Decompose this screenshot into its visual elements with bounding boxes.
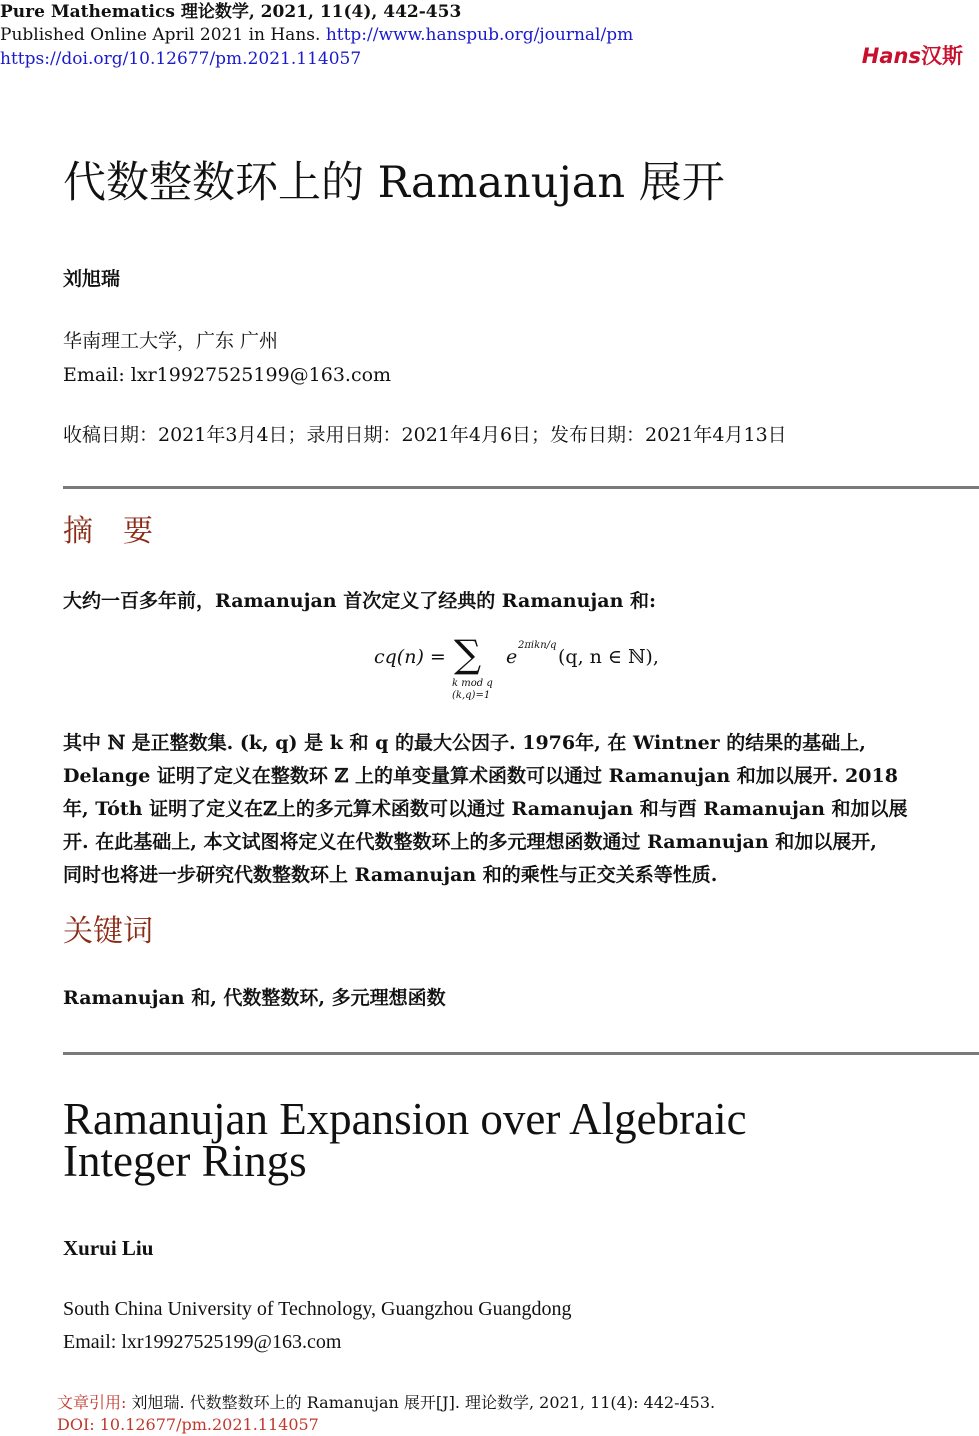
abstract-line-2: Delange 证明了定义在整数环 ℤ 上的单变量算术函数可以通过 Ramanujan 和加以展开. 2018 bbox=[63, 765, 898, 787]
en-affiliation: South China University of Technology, Guangzhou Guangdong bbox=[63, 1298, 572, 1320]
zh-title: 代数整数环上的 Ramanujan 展开 bbox=[63, 158, 725, 208]
formula-tail: (q, n ∈ ℕ), bbox=[558, 646, 659, 668]
abstract-body bbox=[63, 727, 965, 892]
published-line bbox=[0, 23, 633, 47]
abstract-line-5: 同时也将进一步研究代数整数环上 Ramanujan 和的乘性与正交关系等性质. bbox=[63, 864, 718, 886]
logo-cn: 汉斯 bbox=[921, 44, 963, 68]
citation-doi[interactable]: DOI: 10.12677/pm.2021.114057 bbox=[57, 1415, 319, 1434]
formula-sum-sign: ∑ bbox=[454, 632, 482, 676]
doi-url-link[interactable]: https://doi.org/10.12677/pm.2021.114057 bbox=[0, 49, 362, 69]
zh-email: Email: lxr19927525199@163.com bbox=[63, 364, 392, 386]
published-prefix: Published Online April 2021 in Hans. bbox=[0, 25, 321, 45]
abstract-line-3: 年, Tóth 证明了定义在ℤ上的多元算术函数可以通过 Ramanujan 和与酉 Ramanujan 和加以展 bbox=[63, 798, 908, 820]
formula-base: e bbox=[506, 646, 518, 668]
zh-author: 刘旭瑞 bbox=[63, 268, 121, 290]
en-title bbox=[63, 1094, 747, 1186]
ramanujan-sum-formula bbox=[370, 632, 690, 712]
en-email: Email: lxr19927525199@163.com bbox=[63, 1331, 342, 1353]
zh-dates: 收稿日期：2021年3月4日；录用日期：2021年4月6日；发布日期：2021年4月13日 bbox=[63, 424, 787, 446]
divider-top bbox=[63, 486, 979, 489]
en-author: Xurui Liu bbox=[63, 1236, 154, 1260]
abstract-intro: 大约一百多年前，Ramanujan 首次定义了经典的 Ramanujan 和: bbox=[63, 590, 657, 612]
keywords-text: Ramanujan 和, 代数整数环, 多元理想函数 bbox=[63, 987, 446, 1009]
citation-line bbox=[57, 1392, 715, 1414]
en-title-line-2: Integer Rings bbox=[63, 1136, 307, 1186]
zh-affiliation: 华南理工大学，广东 广州 bbox=[63, 330, 279, 352]
logo-latin: Hans bbox=[861, 44, 921, 68]
citation-text: 刘旭瑞. 代数整数环上的 Ramanujan 展开[J]. 理论数学, 2021, 11(4): 442-453. bbox=[131, 1393, 716, 1412]
abstract-line-4: 开. 在此基础上, 本文试图将定义在代数整数环上的多元理想函数通过 Ramanujan 和加以展开, bbox=[63, 831, 877, 853]
citation-label: 文章引用: bbox=[57, 1393, 127, 1412]
hans-logo bbox=[862, 40, 963, 70]
en-title-line-1: Ramanujan Expansion over Algebraic bbox=[63, 1094, 747, 1144]
abstract-line-1: 其中 ℕ 是正整数集. (k, q) 是 k 和 q 的最大公因子. 1976年, 在 Wintner 的结果的基础上, bbox=[63, 732, 866, 754]
journal-line: Pure Mathematics 理论数学, 2021, 11(4), 442-453 bbox=[0, 2, 462, 22]
abstract-heading: 摘 要 bbox=[63, 514, 153, 549]
formula-sub-2: (k,q)=1 bbox=[452, 690, 491, 701]
divider-bottom bbox=[63, 1052, 979, 1055]
formula-exponent: 2πikn/q bbox=[518, 640, 557, 651]
formula-sub-1: k mod q bbox=[452, 678, 493, 689]
keywords-heading: 关键词 bbox=[63, 914, 153, 949]
formula-lhs: cq(n) = bbox=[374, 646, 446, 668]
journal-url-link[interactable]: http://www.hanspub.org/journal/pm bbox=[325, 25, 634, 45]
